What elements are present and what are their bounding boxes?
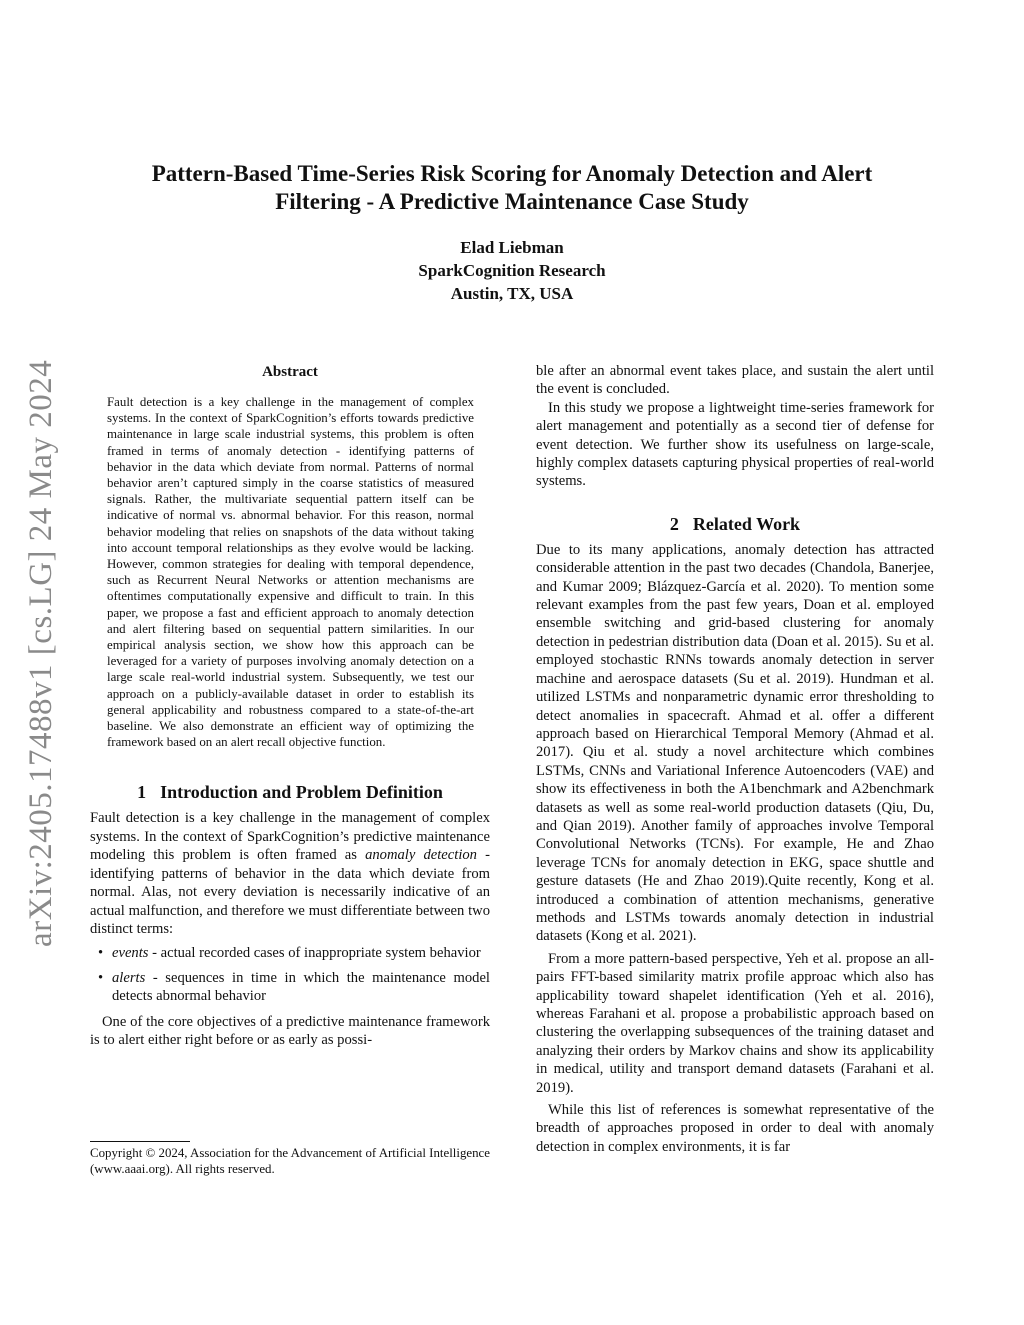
list-item-alerts [112,969,490,1006]
left-column [90,362,490,1049]
related-work-paragraph-1: Due to its many applications, anomaly detection has attracted considerable attention in the past two decades (Chandola, Banerjee, and Kumar 2009; Blázquez-García et al. 2020). To mention some relevant examples from the past few years, Doan et al. employed ensemble switching and grid-based clustering for anomaly detection in pedestrian distribution data (Doan et al. 2015). Su et al. employed stochastic RNNs towards anomaly detection in server machine and aerospace datasets (Su et al. 2019). Hundman et al. utilized LSTMs and nonparametric dynamic error thresholding to detect anomalies in spacecraft. Ahmad et al. offer a different approach based on Hierarchical Temporal Memory (Ahmad et al. 2017). Qiu et al. study a novel architecture which combines LSTMs, CNNs and Variational Inference Autoencoders (VAE) and show its effectiveness in both the A1benchmark and A2benchmark datasets as well as some real-world production datasets (Qiu, Du, and Qian 2019). Another family of approaches involve Temporal Convolutional Networks (TCNs). For example, He and Zhao leverage TCNs for anomaly detection in EKG, space shuttle and gesture datasets (He and Zhao 2019).Quite recently, Kong et al. introduced a combination of attention mechanisms, generative methods and LSTMs towards anomaly detection in industrial datasets (Kong et al. 2021). [536,541,934,945]
intro-continued-paragraph: ble after an abnormal event takes place, and sustain the alert until the event is concluded. [536,363,934,398]
intro-term-anomaly-detection: anomaly detection [365,847,477,864]
section-2-number: 2 [669,513,679,534]
section-1-number: 1 [137,782,147,803]
author-name: Elad Liebman [460,238,564,257]
abstract-text: Fault detection is a key challenge in the management of complex systems. In the context of SparkCognition’s efforts towards predictive maintenance in large scale industrial systems, this problem is often framed in terms of anomaly detection - identifying patterns of behavior in the data which deviate from normal. Patterns of normal behavior aren’t captured simply in the coarse statistics of measured signals. Rather, the multivariate sequential pattern itself can be indicative of normal vs. abnormal behavior. For this reason, normal behavior modeling that relies on snapshots of the data without taking into account temporal relationships as they evolve would be lacking. However, common strategies for dealing with temporal dependence, such as Recurrent Neural Networks or attention mechanisms are oftentimes computationally expensive and difficult to train. In this paper, we propose a fast and efficient approach to anomaly detection and alert filtering based on sequential pattern similarities. In our empirical analysis section, we show how this approach can be leveraged for a variety of purposes involving anomaly detection on a large scale real-world industrial system. Subsequently, we test our approach on a publicly-available dataset in order to establish its general applicability and robustness compared to a state-of-the-art baseline. We also demonstrate an efficient way of optimizing the framework based on an alert recall objective function. [107,395,474,750]
right-column [536,362,934,1156]
related-work-paragraph-3: While this list of references is somewhat representative of the breadth of approaches proposed in order to deal with anomaly detection in complex environments, it is far [536,1102,934,1155]
term-alerts: alerts [112,969,146,986]
intro-paragraph-2: One of the core objectives of a predictive maintenance framework is to alert either right before or as early as possi- [90,1013,490,1048]
author-location: Austin, TX, USA [450,284,574,303]
section-1-heading [90,781,490,803]
list-item-events [112,944,490,962]
term-events: events [112,945,149,962]
study-paragraph: In this study we propose a lightweight time-series framework for alert management and potentially as a second tier of defense for event detection. We further show its usefulness on large-scale, highly complex datasets capturing physical properties of real-world systems. [536,399,934,490]
intro-text-a: Fault detection is a key challenge in the management of complex systems. In the context of SparkCognition’s predictive maintenance modeling this problem is often framed as [90,810,490,864]
section-2-heading [536,513,934,535]
intro-paragraph-1 [90,809,490,938]
paper-title: Pattern-Based Time-Series Risk Scoring for Anomaly Detection and Alert Filtering - A Predictive Maintenance Case Study [151,161,873,214]
section-1-title: Introduction and Problem Definition [160,782,443,803]
author-affiliation: SparkCognition Research [418,261,606,280]
terms-list [90,944,490,1005]
author-block [312,236,712,305]
copyright-footnote: Copyright © 2024, Association for the Advancement of Artificial Intelligence (www.aaai.org). All rights reserved. [90,1146,490,1177]
term-events-definition: - actual recorded cases of inappropriate system behavior [148,945,481,962]
intro-text-b: - identifying patterns of behavior in the data which deviate from normal. Alas, not every deviation is necessarily indicative of an actual malfunction, and therefore we must differentiate between two distinct terms: [90,847,490,937]
arxiv-margin-identifier: arXiv:2405.17488v1 [cs.LG] 24 May 2024 [23,359,59,947]
related-work-paragraph-2: From a more pattern-based perspective, Yeh et al. propose an all-pairs FFT-based similarity matrix profile approac which also has applicability toward shapelet identification (Yeh et al. 2016), whereas Farahani et al. propose a probabilistic approach based on clustering the overlapping subsequences of the training dataset and analyzing their orders by Markov chains and show its applicability in medical, utility and transport demand datasets (Farahani et al. 2019). [536,950,934,1096]
term-alerts-definition: - sequences in time in which the maintenance model detects abnormal behavior [112,969,490,1005]
footnote-divider [90,1141,190,1142]
abstract-heading: Abstract [262,364,318,380]
section-2-title: Related Work [692,513,801,534]
